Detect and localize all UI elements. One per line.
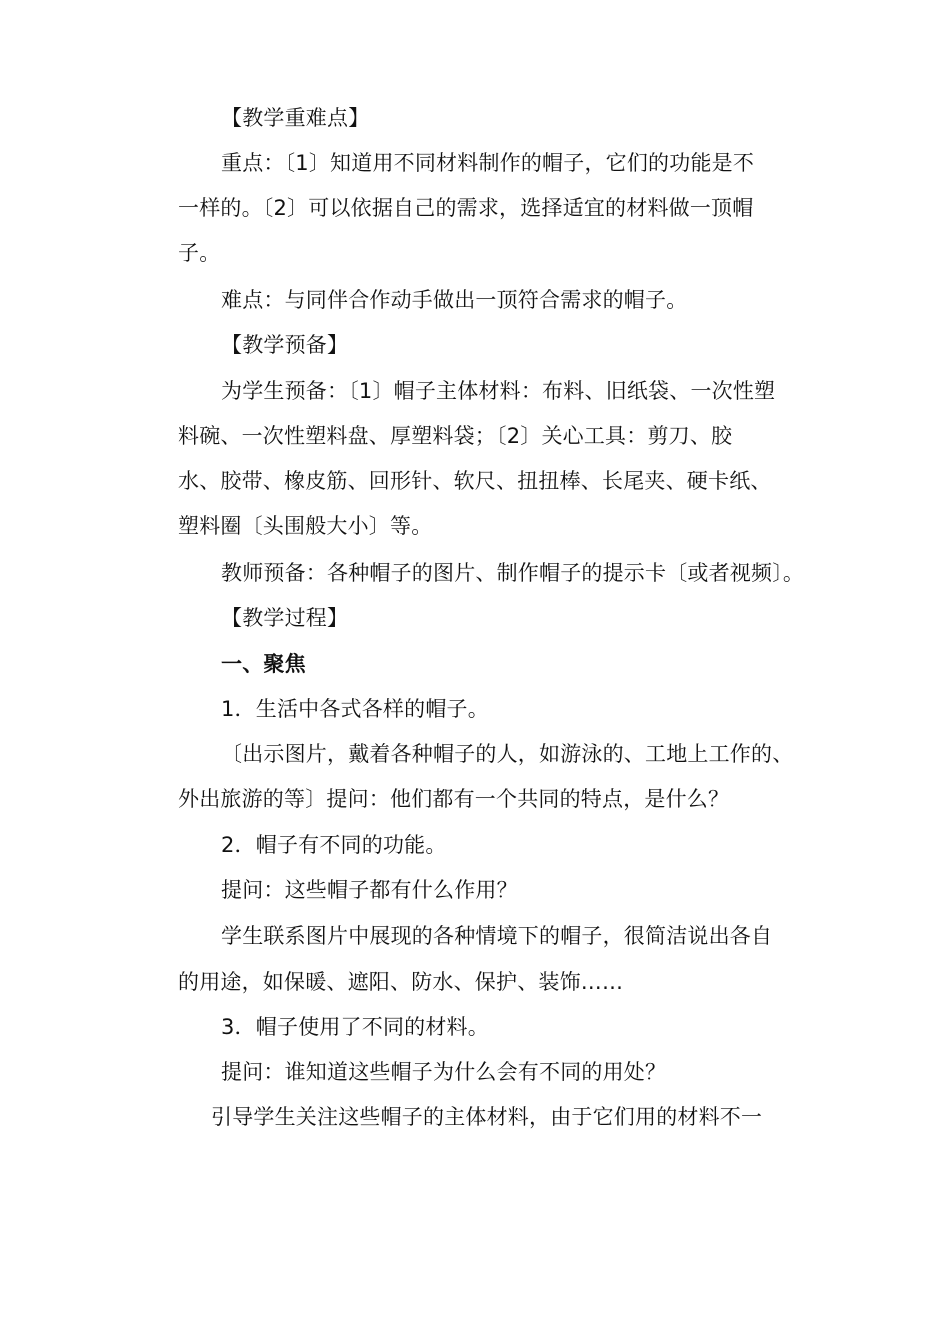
section-heading-preparation: 【教学预备】	[221, 333, 349, 357]
paragraph-line: 料碗、一次性塑料盘、厚塑料袋；〔2〕关心工具：剪刀、胶	[178, 424, 733, 448]
list-item: 3．帽子使用了不同的材料。	[221, 1015, 489, 1039]
paragraph-line: 难点：与同伴合作动手做出一顶符合需求的帽子。	[221, 288, 688, 312]
paragraph-line: 的用途，如保暖、遮阳、防水、保护、装饰……	[178, 970, 624, 994]
paragraph-line: 子。	[178, 241, 221, 265]
paragraph-line: 学生联系图片中展现的各种情境下的帽子，很简洁说出各自	[221, 924, 773, 948]
section-heading-key-points: 【教学重难点】	[221, 106, 370, 130]
paragraph-line: 提问：谁知道这些帽子为什么会有不同的用处？	[221, 1060, 667, 1084]
paragraph-line: 〔出示图片，戴着各种帽子的人，如游泳的、工地上工作的、	[221, 742, 794, 766]
paragraph-line: 一样的。〔2〕可以依据自己的需求，选择适宜的材料做一顶帽	[178, 196, 754, 220]
paragraph-line: 提问：这些帽子都有什么作用？	[221, 878, 518, 902]
paragraph-line: 引导学生关注这些帽子的主体材料，由于它们用的材料不一	[211, 1105, 763, 1129]
section-heading-process: 【教学过程】	[221, 606, 349, 630]
subheading-focus: 一、聚焦	[221, 652, 306, 676]
paragraph-line: 重点：〔1〕知道用不同材料制作的帽子，它们的功能是不	[221, 151, 755, 175]
paragraph-line: 外出旅游的等〕提问：他们都有一个共同的特点，是什么？	[178, 787, 730, 811]
paragraph-line: 教师预备：各种帽子的图片、制作帽子的提示卡〔或者视频〕。	[221, 561, 805, 585]
paragraph-line: 水、胶带、橡皮筋、回形针、软尺、扭扭棒、长尾夹、硬卡纸、	[178, 469, 772, 493]
paragraph-line: 塑料圈〔头围般大小〕等。	[178, 514, 433, 538]
list-item: 2．帽子有不同的功能。	[221, 833, 447, 857]
paragraph-line: 为学生预备：〔1〕帽子主体材料：布料、旧纸袋、一次性塑	[221, 379, 776, 403]
list-item: 1．生活中各式各样的帽子。	[221, 697, 489, 721]
